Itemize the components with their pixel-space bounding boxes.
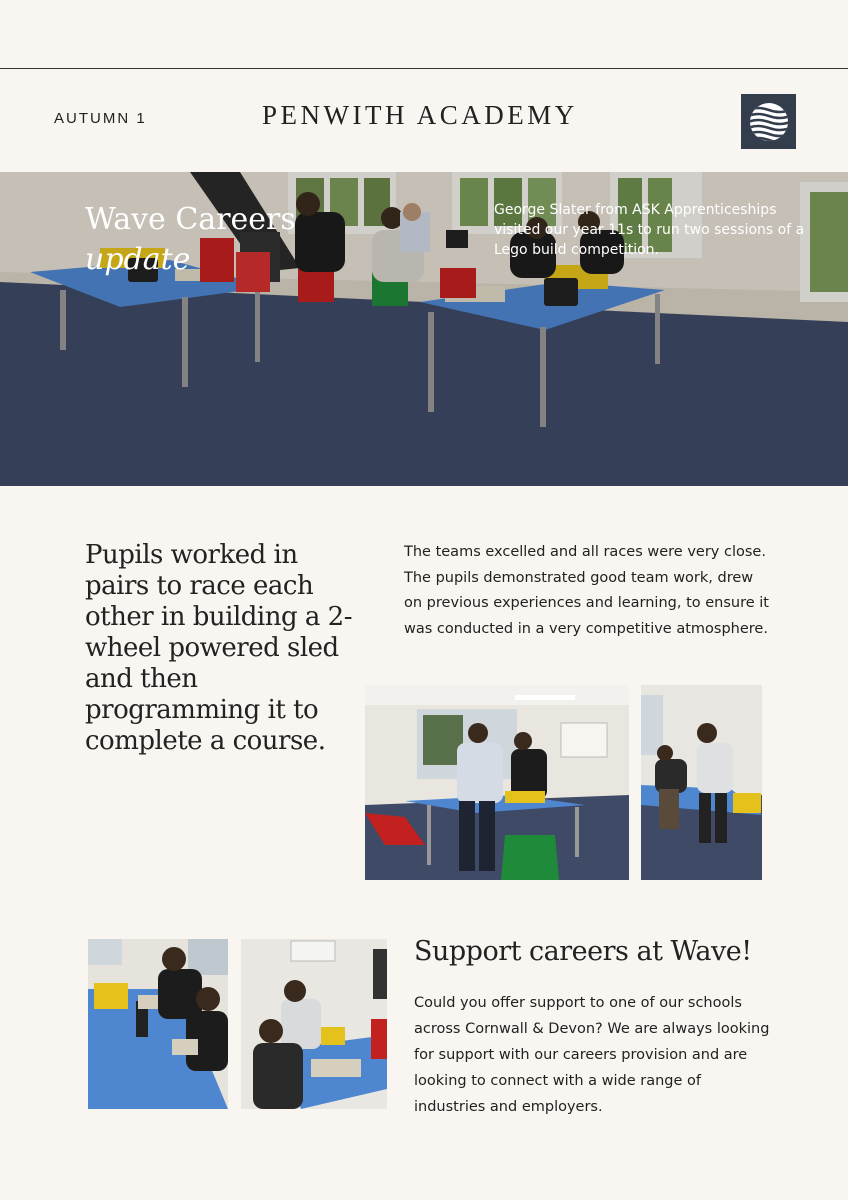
header-divider bbox=[0, 68, 848, 69]
photo-pupils-lego bbox=[241, 939, 387, 1109]
pull-quote: Pupils worked in pairs to race each other in building a 2-wheel powered sled and then programming it to complete a course. bbox=[85, 540, 352, 756]
hero-title-line2: update bbox=[85, 242, 191, 277]
support-title: Support careers at Wave! bbox=[414, 936, 752, 967]
photo-pupils-building bbox=[641, 685, 762, 880]
wave-globe-icon bbox=[748, 101, 790, 143]
support-paragraph: Could you offer support to one of our schools across Cornwall & Devon? We are always looking for support with our careers provision and are looking to connect with a wide range of industries and employers. bbox=[414, 995, 770, 1115]
body-paragraph: The teams excelled and all races were very close. The pupils demonstrated good team work, drew on previous experiences and learning, to ensure it was conducted in a very competitive atmosphere. bbox=[404, 544, 769, 637]
hero-caption: George Slater from ASK Apprenticeships visited our year 11s to run two sessions of a Lego build competition. bbox=[494, 202, 805, 258]
term-label: AUTUMN 1 bbox=[54, 110, 147, 127]
wave-logo bbox=[741, 94, 796, 149]
hero-title-line1: Wave Careers bbox=[85, 202, 296, 237]
photo-pupils-table bbox=[88, 939, 228, 1109]
photo-instructor-table bbox=[365, 685, 629, 880]
school-title: PENWITH ACADEMY bbox=[262, 100, 578, 130]
hero-title bbox=[85, 200, 296, 280]
